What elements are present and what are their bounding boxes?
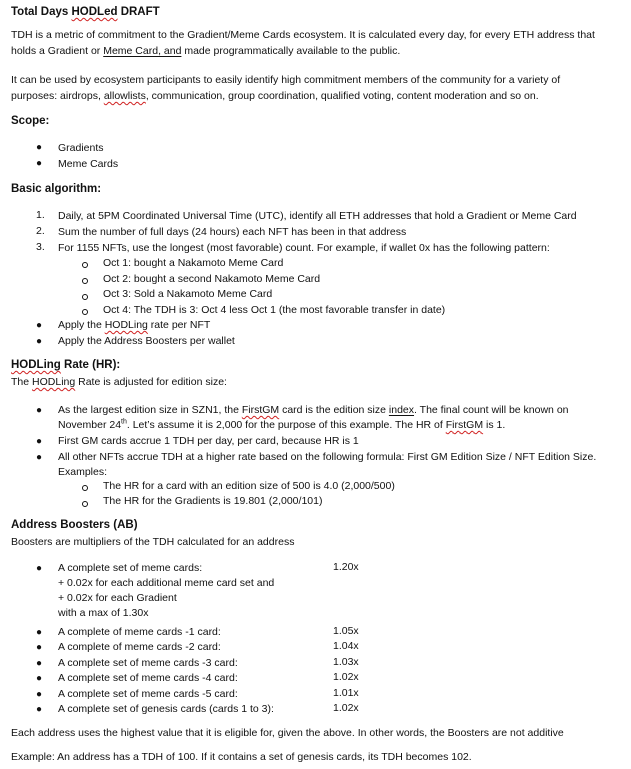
use-text-b: , communication, group coordination, qualified voting, content moderation and so on. [145,90,539,102]
intro-text-b: made programmatically available to the public. [181,45,401,57]
ab-first-line: with a max of 1.30x [58,607,149,619]
pattern-item: Oct 1: bought a Nakamoto Meme Card [103,257,284,269]
title-word: HODLed [71,6,118,18]
hr-b1-text-c: . The final count will be known on [414,404,569,416]
step-text: Sum the number of full days (24 hours) each NFT has been in that address [58,226,407,238]
hr-bullet-3-line-2: Examples: [58,466,108,478]
intro-line-1: TDH is a metric of commitment to the Gradient/Meme Cards ecosystem. It is calculated every day, for every ETH address that [11,29,595,41]
apply-text-b: rate per NFT [147,319,211,331]
bullet-icon: ● [36,336,43,347]
hr-b1-text-b: card is the edition size [279,404,389,416]
ab-first-line: + 0.02x for each additional meme card set and [58,577,275,589]
bullet-icon: ● [36,436,43,447]
ab-intro: Boosters are multipliers of the TDH calculated for an address [11,536,295,548]
hr-b1-squiggle-word: FirstGM [241,404,280,416]
booster-value: 1.02x [333,702,359,714]
booster-label: A complete of meme cards -1 card: [58,626,221,638]
hr-bullet-2: First GM cards accrue 1 TDH per day, per card, because HR is 1 [58,435,359,447]
booster-value: 1.01x [333,687,359,699]
bullet-icon: ● [36,320,43,331]
bullet-icon: ● [36,658,43,669]
hr-heading-word: HODLing [11,359,61,371]
document-title [11,6,160,18]
hr-intro-a: The [11,376,33,388]
hr-intro-b: Rate is adjusted for edition size: [75,376,227,388]
title-prefix: Total Days [11,6,72,18]
circle-bullet-icon [82,501,88,507]
step-number: 2. [36,225,45,237]
apply-boosters-line: Apply the Address Boosters per wallet [58,335,235,347]
booster-label: A complete of meme cards -2 card: [58,641,221,653]
intro-line-2 [11,43,400,59]
booster-value: 1.03x [333,656,359,668]
hr-example: The HR for a card with an edition size of 500 is 4.0 (2,000/500) [103,480,395,492]
ab-first-line: A complete set of meme cards: [58,562,203,574]
circle-bullet-icon [82,309,88,315]
hr-b1-underlined-word: index [388,404,415,416]
use-squiggle-word: allowlists [103,90,146,102]
bullet-icon: ● [36,452,43,463]
scope-heading: Scope: [11,115,50,127]
circle-bullet-icon [82,262,88,268]
ab-heading: Address Boosters (AB) [11,519,138,531]
algorithm-heading: Basic algorithm: [11,183,102,195]
hr-heading [11,359,120,371]
bullet-icon: ● [36,642,43,653]
hr-heading-rest: Rate (HR): [60,359,121,371]
hr-intro-word: HODLing [32,376,76,388]
pattern-item: Oct 2: bought a second Nakamoto Meme Card [103,273,321,285]
hr-b1l2-text-b: . Let’s assume it is 2,000 for the purpose of this example. The HR of [126,419,446,431]
ab-example: Example: An address has a TDH of 100. If it contains a set of genesis cards, its TDH becomes 102. [11,751,472,763]
intro-underlined-text: Meme Card, and [103,45,182,57]
step-text: Daily, at 5PM Coordinated Universal Time (UTC), identify all ETH addresses that hold a Gradient or Meme Card [58,210,577,222]
scope-item: Gradients [58,142,104,154]
pattern-item: Oct 4: The TDH is 3: Oct 4 less Oct 1 (the most favorable transfer in date) [103,304,446,316]
hr-b1l2-text-c: is 1. [483,419,506,431]
booster-label: A complete set of genesis cards (cards 1 to 3): [58,703,274,715]
hr-bullet-1-line-1 [58,402,569,418]
bullet-icon: ● [36,689,43,700]
hr-b1-text-a: As the largest edition size in SZN1, the [58,404,242,416]
use-text-a: purposes: airdrops, [11,90,104,102]
use-line-2 [11,88,539,104]
hr-b1l2-text-a: November 24 [58,419,122,431]
apply-text-a: Apply the [58,319,105,331]
scope-item: Meme Cards [58,158,119,170]
pattern-item: Oct 3: Sold a Nakamoto Meme Card [103,288,273,300]
hr-example: The HR for the Gradients is 19.801 (2,000/101) [103,495,323,507]
step-text: For 1155 NFTs, use the longest (most favorable) count. For example, if wallet 0x has the following pattern: [58,242,550,254]
hr-bullet-1-line-2 [58,417,505,433]
booster-value: 1.02x [333,671,359,683]
booster-value: 1.20x [333,561,359,573]
booster-value: 1.05x [333,625,359,637]
intro-text-a: holds a Gradient or [11,45,104,57]
bullet-icon: ● [36,704,43,715]
step-number: 1. [36,209,45,221]
hr-b1l2-squiggle-word: FirstGM [445,419,484,431]
ab-first-line: + 0.02x for each Gradient [58,592,177,604]
hr-intro [11,374,227,390]
booster-label: A complete set of meme cards -4 card: [58,672,238,684]
bullet-icon: ● [36,673,43,684]
booster-label: A complete set of meme cards -5 card: [58,688,238,700]
hr-bullet-3-line-1: All other NFTs accrue TDH at a higher rate based on the following formula: First GM Edition Size / NFT Edition Size. [58,451,597,463]
bullet-icon: ● [36,158,43,169]
ab-note: Each address uses the highest value that it is eligible for, given the above. In other words, the Boosters are not additive [11,727,564,739]
apply-squiggle-word: HODLing [104,319,148,331]
use-line-1: It can be used by ecosystem participants to easily identify high commitment members of the community for a variety of [11,74,561,86]
bullet-icon: ● [36,405,43,416]
apply-hodling-line [58,317,210,333]
title-suffix: DRAFT [117,6,160,18]
circle-bullet-icon [82,294,88,300]
circle-bullet-icon [82,278,88,284]
circle-bullet-icon [82,485,88,491]
booster-value: 1.04x [333,640,359,652]
bullet-icon: ● [36,563,43,574]
hr-b1l2-superscript: th [121,418,127,426]
step-number: 3. [36,241,45,253]
bullet-icon: ● [36,142,43,153]
bullet-icon: ● [36,627,43,638]
booster-label: A complete set of meme cards -3 card: [58,657,238,669]
